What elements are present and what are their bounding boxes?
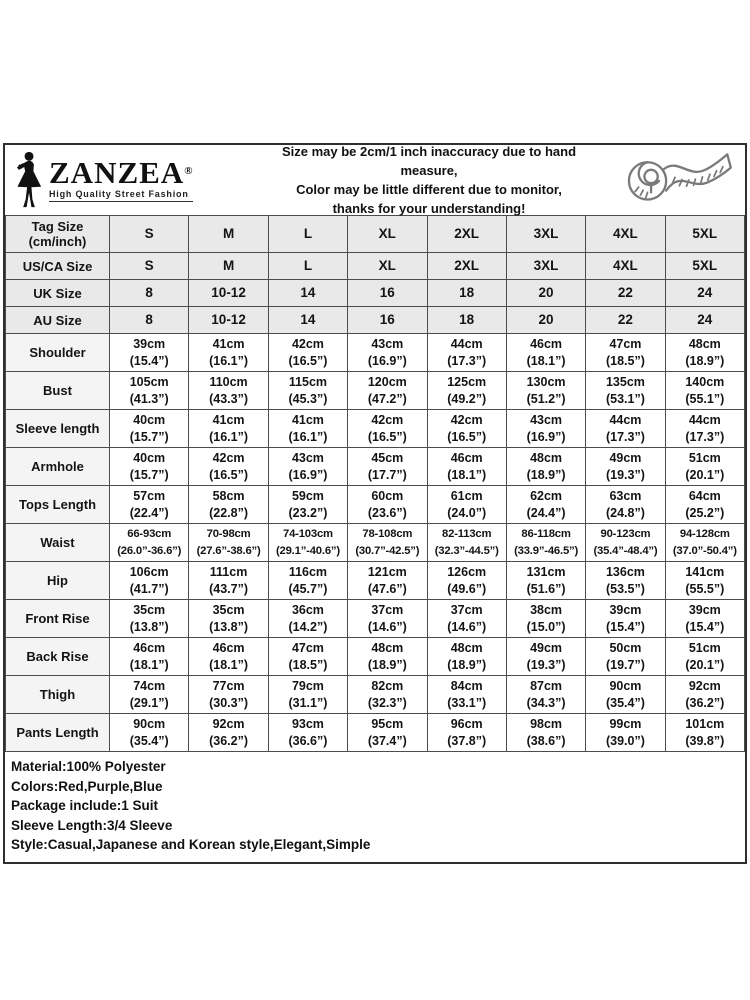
size-cell: 106cm (41.7”) [110,562,189,600]
size-cell: 42cm (16.5”) [427,410,506,448]
size-cell: S [110,253,189,280]
size-cell: 44cm (17.3”) [665,410,744,448]
table-row [6,448,745,486]
size-cell: 39cm (15.4”) [586,600,665,638]
size-cell: 14 [268,280,347,307]
size-cell: 64cm (25.2”) [665,486,744,524]
table-row [6,410,745,448]
size-cell: 120cm (47.2”) [348,372,427,410]
size-cell: 16 [348,307,427,334]
size-cell: 8 [110,280,189,307]
size-cell: 126cm (49.6”) [427,562,506,600]
size-cell: 74cm (29.1”) [110,676,189,714]
row-label: UK Size [6,280,110,307]
size-cell: 5XL [665,216,744,253]
size-cell: 92cm (36.2”) [189,714,268,752]
size-cell: 57cm (22.4”) [110,486,189,524]
row-label: Front Rise [6,600,110,638]
size-cell: 39cm (15.4”) [665,600,744,638]
size-cell: 2XL [427,253,506,280]
size-cell: 16 [348,280,427,307]
size-cell: 46cm (18.1”) [427,448,506,486]
size-cell: 50cm (19.7”) [586,638,665,676]
size-cell: 92cm (36.2”) [665,676,744,714]
brand-tagline: High Quality Street Fashion [49,189,193,202]
size-cell: 41cm (16.1”) [189,410,268,448]
size-cell: 94-128cm (37.0”-50.4”) [665,524,744,562]
row-label: Armhole [6,448,110,486]
size-cell: M [189,253,268,280]
size-cell: 70-98cm (27.6”-38.6”) [189,524,268,562]
size-cell: 49cm (19.3”) [506,638,585,676]
row-label: Waist [6,524,110,562]
size-cell: L [268,253,347,280]
table-row [6,714,745,752]
size-cell: 24 [665,280,744,307]
size-cell: 47cm (18.5”) [268,638,347,676]
table-row [6,280,745,307]
size-cell: 125cm (49.2”) [427,372,506,410]
size-cell: 86-118cm (33.9”-46.5”) [506,524,585,562]
disclaimer-line-2: Color may be little different due to monitor, [296,182,562,197]
size-cell: 37cm (14.6”) [427,600,506,638]
size-cell: 60cm (23.6”) [348,486,427,524]
size-cell: 42cm (16.5”) [348,410,427,448]
size-cell: 20 [506,280,585,307]
size-cell: 4XL [586,216,665,253]
size-cell: XL [348,253,427,280]
size-cell: 22 [586,307,665,334]
size-cell: 41cm (16.1”) [189,334,268,372]
size-cell: 45cm (17.7”) [348,448,427,486]
size-cell: 3XL [506,253,585,280]
size-cell: 48cm (18.9”) [506,448,585,486]
size-cell: 20 [506,307,585,334]
size-cell: 115cm (45.3”) [268,372,347,410]
header [5,145,745,215]
product-package: Package include:1 Suit [11,798,159,813]
size-cell: 43cm (16.9”) [268,448,347,486]
row-label: Pants Length [6,714,110,752]
size-cell: 4XL [586,253,665,280]
size-cell: 87cm (34.3”) [506,676,585,714]
size-cell: 82cm (32.3”) [348,676,427,714]
size-cell: 90cm (35.4”) [110,714,189,752]
size-cell: 51cm (20.1”) [665,448,744,486]
size-cell: 105cm (41.3”) [110,372,189,410]
size-cell: 51cm (20.1”) [665,638,744,676]
size-cell: 18 [427,307,506,334]
size-cell: 111cm (43.7”) [189,562,268,600]
size-cell: 37cm (14.6”) [348,600,427,638]
size-cell: 48cm (18.9”) [348,638,427,676]
size-cell: 44cm (17.3”) [427,334,506,372]
size-cell: 130cm (51.2”) [506,372,585,410]
woman-silhouette-icon [13,151,47,209]
size-cell: 8 [110,307,189,334]
size-cell: 101cm (39.8”) [665,714,744,752]
brand-text [49,155,194,202]
brand-name: ZANZEA® [49,155,194,190]
size-cell: 62cm (24.4”) [506,486,585,524]
size-cell: XL [348,216,427,253]
size-cell: 63cm (24.8”) [586,486,665,524]
product-style: Style:Casual,Japanese and Korean style,Elegant,Simple [11,837,371,852]
row-label: US/CA Size [6,253,110,280]
size-cell: 18 [427,280,506,307]
size-cell: 116cm (45.7”) [268,562,347,600]
size-cell: 140cm (55.1”) [665,372,744,410]
table-row [6,253,745,280]
size-cell: 99cm (39.0”) [586,714,665,752]
size-cell: 84cm (33.1”) [427,676,506,714]
table-row [6,676,745,714]
brand-logo [5,151,253,209]
table-row [6,334,745,372]
size-cell: 135cm (53.1”) [586,372,665,410]
size-cell: 5XL [665,253,744,280]
size-cell: 39cm (15.4”) [110,334,189,372]
size-cell: 141cm (55.5”) [665,562,744,600]
size-cell: 43cm (16.9”) [348,334,427,372]
table-row [6,524,745,562]
size-cell: L [268,216,347,253]
row-label: Bust [6,372,110,410]
size-cell: 121cm (47.6”) [348,562,427,600]
size-cell: 10-12 [189,307,268,334]
size-cell: 44cm (17.3”) [586,410,665,448]
size-cell: 95cm (37.4”) [348,714,427,752]
table-row [6,562,745,600]
size-cell: 66-93cm (26.0”-36.6”) [110,524,189,562]
table-row [6,486,745,524]
table-row [6,372,745,410]
row-label: Tag Size (cm/inch) [6,216,110,253]
size-cell: S [110,216,189,253]
size-cell: 24 [665,307,744,334]
measurement-disclaimer [253,142,605,218]
product-material: Material:100% Polyester [11,759,166,774]
size-cell: 79cm (31.1”) [268,676,347,714]
row-label: Tops Length [6,486,110,524]
size-cell: 43cm (16.9”) [506,410,585,448]
product-info [5,752,745,862]
size-cell: 46cm (18.1”) [189,638,268,676]
size-cell: 41cm (16.1”) [268,410,347,448]
table-row [6,307,745,334]
size-cell: 35cm (13.8”) [189,600,268,638]
row-label: Sleeve length [6,410,110,448]
size-cell: 36cm (14.2”) [268,600,347,638]
size-cell: 61cm (24.0”) [427,486,506,524]
product-colors: Colors:Red,Purple,Blue [11,778,163,794]
table-row [6,600,745,638]
size-cell: 78-108cm (30.7”-42.5”) [348,524,427,562]
table-row [6,216,745,253]
size-cell: 90-123cm (35.4”-48.4”) [586,524,665,562]
size-cell: 42cm (16.5”) [268,334,347,372]
size-cell: 96cm (37.8”) [427,714,506,752]
size-cell: 90cm (35.4”) [586,676,665,714]
size-cell: 14 [268,307,347,334]
size-cell: M [189,216,268,253]
product-sleeve-length: Sleeve Length:3/4 Sleeve [11,817,173,833]
size-cell: 35cm (13.8”) [110,600,189,638]
size-table [5,215,745,752]
size-cell: 3XL [506,216,585,253]
row-label: AU Size [6,307,110,334]
size-cell: 48cm (18.9”) [427,638,506,676]
size-cell: 42cm (16.5”) [189,448,268,486]
size-cell: 48cm (18.9”) [665,334,744,372]
size-cell: 59cm (23.2”) [268,486,347,524]
size-cell: 93cm (36.6”) [268,714,347,752]
size-cell: 98cm (38.6”) [506,714,585,752]
disclaimer-line-1: Size may be 2cm/1 inch inaccuracy due to hand measure, [281,144,577,178]
row-label: Thigh [6,676,110,714]
size-chart-sheet [3,143,747,864]
size-table-body [6,216,745,752]
size-cell: 2XL [427,216,506,253]
row-label: Hip [6,562,110,600]
size-cell: 131cm (51.6”) [506,562,585,600]
measuring-tape-icon [605,149,745,211]
size-cell: 77cm (30.3”) [189,676,268,714]
size-cell: 46cm (18.1”) [110,638,189,676]
size-cell: 58cm (22.8”) [189,486,268,524]
size-cell: 22 [586,280,665,307]
size-cell: 38cm (15.0”) [506,600,585,638]
size-cell: 136cm (53.5”) [586,562,665,600]
size-cell: 10-12 [189,280,268,307]
registered-mark: ® [184,165,194,177]
table-row [6,638,745,676]
size-cell: 49cm (19.3”) [586,448,665,486]
size-cell: 47cm (18.5”) [586,334,665,372]
size-cell: 40cm (15.7”) [110,410,189,448]
size-cell: 40cm (15.7”) [110,448,189,486]
disclaimer-line-3: thanks for your understanding! [332,201,526,216]
row-label: Shoulder [6,334,110,372]
row-label: Back Rise [6,638,110,676]
size-cell: 82-113cm (32.3”-44.5”) [427,524,506,562]
size-cell: 110cm (43.3”) [189,372,268,410]
size-cell: 74-103cm (29.1”-40.6”) [268,524,347,562]
size-cell: 46cm (18.1”) [506,334,585,372]
